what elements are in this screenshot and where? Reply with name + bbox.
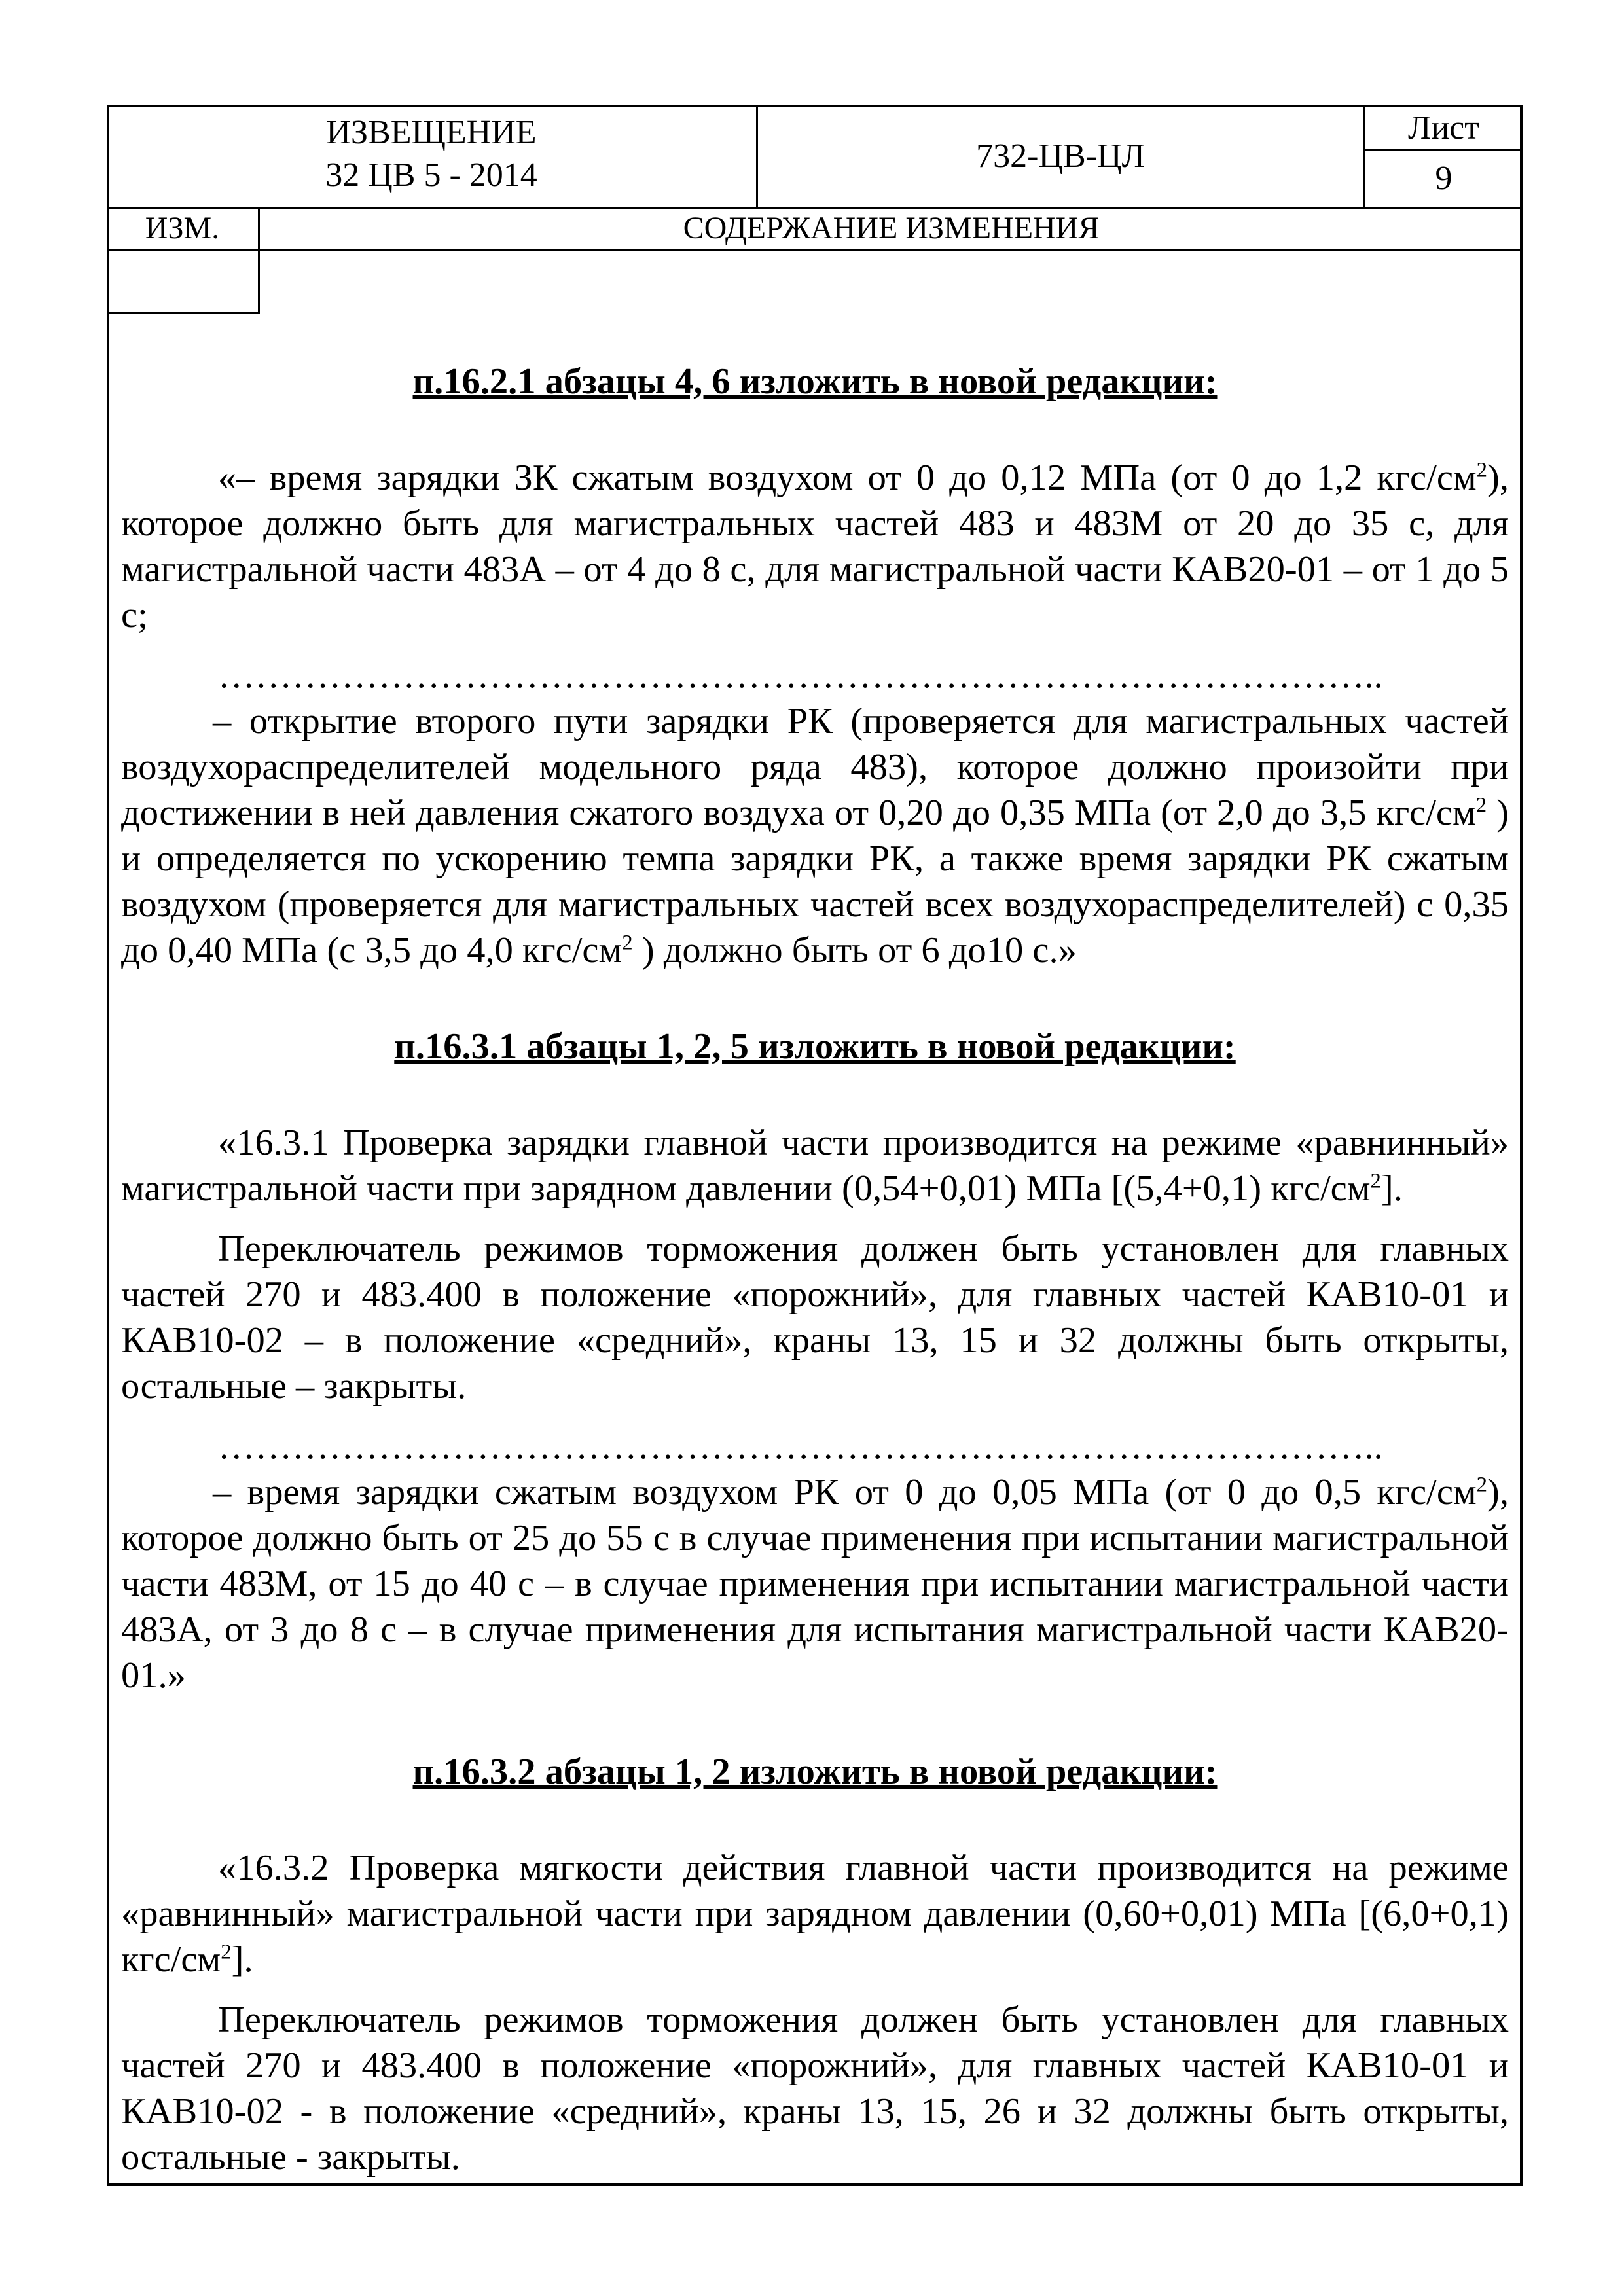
omission-dots: …………………………………………………………………………………..	[218, 1426, 1383, 1467]
change-content	[121, 359, 1509, 2180]
paragraph: «16.3.2 Проверка мягкости действия главной части производится на режиме «равнинный» магистральной части при зарядном давлении (0,60+0,01) МПа [(6,0+0,1) кгс/$см^2$].	[121, 1848, 1509, 1980]
paragraph: Переключатель режимов торможения должен быть установлен для главных частей 270 и 483.400 в положение «порожний», для главных частей КАВ10-01 и КАВ10-02 - в положение «средний», краны 13, 15, 26 и 32 должны быть открыты, остальные - закрыты.	[121, 2000, 1509, 2178]
change-column-label: ИЗМ.	[145, 211, 220, 245]
paragraph: – время зарядки сжатым воздухом РК от 0 до 0,05 МПа (от 0 до 0,5 кгс/$см^2$), которое должно быть от 25 до 55 с в случае применения при испытании магистральной части 483М, от 15 до 40 с – в случае применения при испытании магистральной части 483А, от 3 до 8 с – в случае применения для испытания магистральной части КАВ20-01.»	[121, 1472, 1509, 1696]
notice-number: 32 ЦВ 5 - 2014	[325, 156, 537, 194]
section-heading: п.16.3.2 абзацы 1, 2 изложить в новой редакции:	[412, 1751, 1218, 1792]
omission-dots: …………………………………………………………………………………..	[218, 655, 1383, 696]
section-heading: п.16.2.1 абзацы 4, 6 изложить в новой редакции:	[412, 361, 1218, 402]
paragraph: Переключатель режимов торможения должен быть установлен для главных частей 270 и 483.400 в положение «порожний», для главных частей КАВ10-01 и КАВ10-02 – в положение «средний», краны 13, 15 и 32 должны быть открыты, остальные – закрыты.	[121, 1229, 1509, 1407]
sheet-number: 9	[1435, 160, 1453, 197]
paragraph: «16.3.1 Проверка зарядки главной части производится на режиме «равнинный» магистральной части при зарядном давлении (0,54+0,01) МПа [(5,4+0,1) кгс/$см^2$].	[121, 1122, 1509, 1209]
column-header-bottom-line	[107, 249, 1523, 251]
content-column-label: СОДЕРЖАНИЕ ИЗМЕНЕНИЯ	[683, 211, 1100, 245]
document-code: 732-ЦВ-ЦЛ	[976, 137, 1145, 175]
sheet-label: Лист	[1408, 109, 1479, 147]
section-heading: п.16.3.1 абзацы 1, 2, 5 изложить в новой редакции:	[394, 1026, 1236, 1067]
paragraph: «– время зарядки ЗК сжатым воздухом от 0 до 0,12 МПа (от 0 до 1,2 кгс/$см^2$), которое должно быть для магистральных частей 483 и 483М от 20 до 35 с, для магистральной части 483А – от 4 до 8 с, для магистральной части КАВ20-01 – от 1 до 5 с;	[121, 457, 1509, 636]
sheet-divider-line	[1363, 149, 1523, 151]
notice-title: ИЗВЕЩЕНИЕ	[326, 114, 537, 151]
paragraph: – открытие второго пути зарядки РК (проверяется для магистральных частей воздухораспределителей модельного ряда 483), которое должно произойти при достижении в ней давления сжатого воздуха от 0,20 до 0,35 МПа (от 2,0 до 3,5 кгс/$см^2$ ) и определяется по ускорению темпа зарядки РК, а также время зарядки РК сжатым воздухом (проверяется для магистральных частей всех воздухораспределителей) с 0,35 до 0,40 МПа (с 3,5 до 4,0 кгс/$см^2$ ) должно быть от 6 до10 с.»	[121, 701, 1509, 971]
change-cell-bottom-line	[107, 312, 260, 314]
